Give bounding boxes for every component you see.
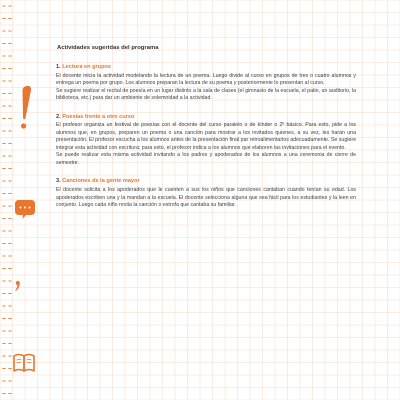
paragraph: Se sugiere realizar el recital de poesía en un lugar distinto a la sala de clases (el gimnasio de la escuela, el patio, un auditorio, la biblioteca, etc.) para dar un ambiente de solemnidad a la actividad. bbox=[56, 87, 356, 102]
section-heading bbox=[56, 64, 356, 72]
speech-bubble-icon bbox=[15, 200, 35, 219]
section-number: 1. bbox=[56, 64, 61, 70]
margin-decorations bbox=[0, 0, 48, 400]
paragraph: El docente solicita a los apoderados que le cuenten a sus los niños que canciones cantaban cuando tenían su edad. Los apoderados escriben una y la mandan a la escuela. El docente selecciona alguna que sea fácil para los estudiantes y la leen en conjunto. Luego cada niño recita la canción o estrofa que cantaba su familiar. bbox=[56, 186, 356, 209]
section-lectura-en-grupos bbox=[56, 64, 356, 103]
document-title: Actividades sugeridas del programa bbox=[57, 45, 159, 51]
comma-icon bbox=[15, 281, 20, 291]
section-poesias-frente-a-otro-curso bbox=[56, 114, 356, 168]
section-number: 3. bbox=[56, 178, 61, 185]
section-heading bbox=[56, 178, 356, 186]
section-heading bbox=[56, 114, 356, 122]
document-content bbox=[56, 44, 356, 221]
open-book-icon bbox=[14, 355, 34, 372]
paragraph: El docente inicia la actividad modelando la lectura de un poema. Luego divide al curso en grupos de tres o cuatro alumnos y entrega un poema por grupo. Los alumnos preparan la lectura de su poema y posteriormente lo presentan al curso. bbox=[56, 72, 356, 87]
paragraph: Se puede realizar esta misma actividad invitando a los padres y apoderados de los alumnos a una ceremonia de cierre de semestre. bbox=[56, 152, 356, 166]
section-heading-text: Lectura en grupos bbox=[62, 64, 112, 70]
exclamation-icon bbox=[21, 86, 31, 129]
section-number: 2. bbox=[56, 113, 61, 120]
paragraph: El profesor organiza un festival de poesías con el docente del curso paralelo o de kínder o 2º básico. Para esto, pide a los alumnos que, en grupos, preparen un poema o una canción para mostrar a los invitados quienes, a su vez, les harán una presentación. El profesor escucha a los alumnos antes de la presentación final par retroalimentarlos adecuadamente. Se sugiere integrar esta actividad con escritura; para esto, el profesor indica a los alumnos que elaboren las invitaciones para el evento. bbox=[56, 122, 356, 151]
section-heading-text: Poesías frente a otro curso bbox=[62, 113, 135, 120]
section-heading-text: Canciones de la gente mayor bbox=[62, 178, 140, 185]
section-canciones-de-la-gente-mayor bbox=[56, 178, 356, 209]
